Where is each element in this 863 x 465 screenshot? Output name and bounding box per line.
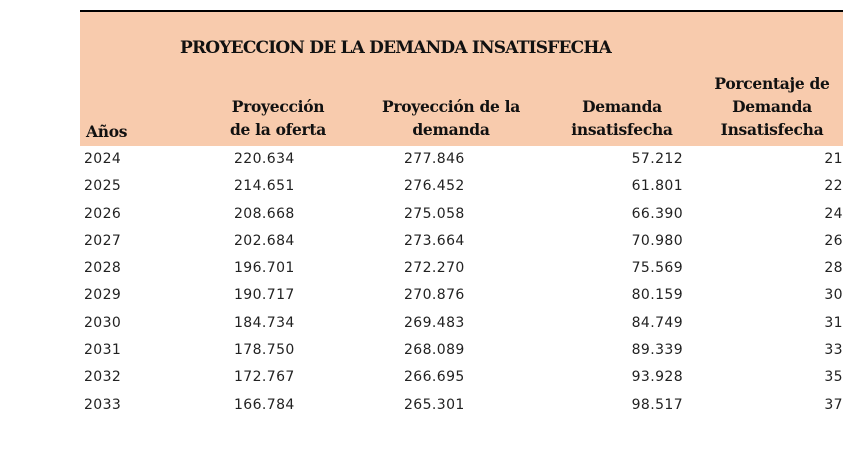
cell-year: 2031: [84, 342, 122, 359]
header-pct-line-2: Demanda: [732, 97, 812, 116]
cell-demand: 269.483: [404, 314, 465, 331]
table-row: [80, 337, 843, 364]
cell-unmet: 80.159: [631, 287, 683, 304]
header-unmet-percentage: [704, 72, 840, 141]
cell-year: 2027: [84, 232, 122, 249]
header-supply-projection: [220, 95, 336, 141]
cell-unmet: 57.212: [631, 151, 683, 167]
demand-projection-table: [80, 10, 843, 419]
cell-unmet: 70.980: [631, 232, 683, 249]
cell-pct: 35: [824, 369, 843, 386]
table-row: [80, 255, 843, 282]
cell-pct: 37: [824, 396, 843, 413]
cell-year: 2028: [84, 260, 122, 277]
cell-year: 2032: [84, 369, 122, 386]
header-pct-line-3: Insatisfecha: [720, 120, 824, 139]
table-title: PROYECCION DE LA DEMANDA INSATISFECHA: [180, 38, 611, 58]
cell-unmet: 98.517: [631, 396, 683, 413]
table-row: [80, 201, 843, 228]
cell-pct: 24: [824, 205, 843, 222]
table-row: [80, 228, 843, 255]
header-pct-line-1: Porcentaje de: [714, 74, 830, 93]
cell-supply: 220.634: [234, 151, 295, 167]
cell-demand: 277.846: [404, 151, 465, 167]
cell-pct: 33: [824, 342, 843, 359]
table-row: [80, 364, 843, 391]
cell-demand: 265.301: [404, 396, 465, 413]
cell-supply: 190.717: [234, 287, 295, 304]
cell-supply: 172.767: [234, 369, 295, 386]
cell-demand: 273.664: [404, 232, 465, 249]
cell-pct: 22: [824, 178, 843, 195]
cell-demand: 276.452: [404, 178, 465, 195]
cell-supply: 214.651: [234, 178, 295, 195]
header-years: Años: [86, 122, 128, 141]
header-unmet-line-2: insatisfecha: [571, 120, 673, 139]
cell-supply: 178.750: [234, 342, 295, 359]
header-supply-line-1: Proyección: [231, 97, 325, 116]
table-row: [80, 282, 843, 309]
header-demand-projection: [366, 95, 536, 141]
cell-demand: 270.876: [404, 287, 465, 304]
cell-unmet: 89.339: [631, 342, 683, 359]
cell-pct: 26: [824, 232, 843, 249]
cell-demand: 275.058: [404, 205, 465, 222]
cell-pct: 30: [824, 287, 843, 304]
cell-supply: 196.701: [234, 260, 295, 277]
cell-year: 2029: [84, 287, 122, 304]
cell-year: 2025: [84, 178, 122, 195]
table-row: [80, 173, 843, 200]
table-row: [80, 392, 843, 419]
cell-unmet: 84.749: [631, 314, 683, 331]
cell-year: 2024: [84, 151, 122, 167]
table-body: [80, 146, 843, 419]
cell-unmet: 75.569: [631, 260, 683, 277]
cell-year: 2026: [84, 205, 122, 222]
cell-year: 2030: [84, 314, 122, 331]
cell-pct: 31: [824, 314, 843, 331]
cell-demand: 272.270: [404, 260, 465, 277]
cell-supply: 184.734: [234, 314, 295, 331]
cell-supply: 208.668: [234, 205, 295, 222]
header-demand-line-1: Proyección de la: [381, 97, 521, 116]
cell-supply: 166.784: [234, 396, 295, 413]
header-demand-line-2: demanda: [412, 120, 490, 139]
header-unmet-line-1: Demanda: [582, 97, 662, 116]
cell-demand: 268.089: [404, 342, 465, 359]
cell-unmet: 93.928: [631, 369, 683, 386]
cell-unmet: 66.390: [631, 205, 683, 222]
cell-year: 2033: [84, 396, 122, 413]
header-supply-line-2: de la oferta: [229, 120, 327, 139]
cell-unmet: 61.801: [631, 178, 683, 195]
table-header: [80, 12, 843, 146]
table-row: [80, 146, 843, 173]
cell-demand: 266.695: [404, 369, 465, 386]
header-unmet-demand: [558, 95, 686, 141]
cell-pct: 28: [824, 260, 843, 277]
cell-pct: 21: [824, 151, 843, 167]
table-row: [80, 310, 843, 337]
cell-supply: 202.684: [234, 232, 295, 249]
